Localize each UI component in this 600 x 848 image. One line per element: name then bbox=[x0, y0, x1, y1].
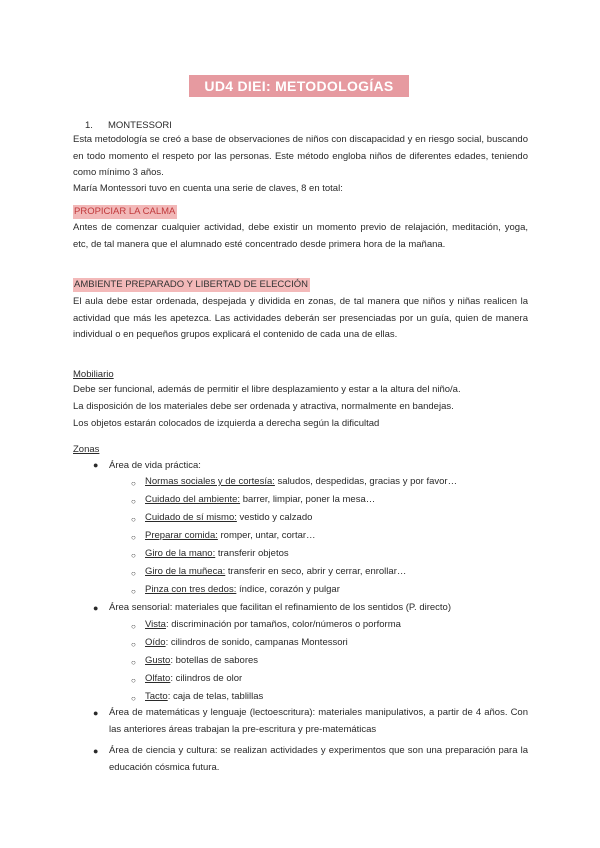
heading-ambiente-preparado: AMBIENTE PREPARADO Y LIBERTAD DE ELECCIÓN bbox=[74, 279, 309, 290]
circle-bullet-icon: ○ bbox=[131, 658, 136, 667]
section-name: MONTESSORI bbox=[108, 120, 172, 131]
item-desc: : botellas de sabores bbox=[170, 655, 259, 666]
circle-bullet-icon: ○ bbox=[131, 515, 136, 524]
item-term: Gusto bbox=[145, 655, 171, 666]
item-desc: transferir objetos bbox=[215, 548, 289, 559]
zona-sensorial: Área sensorial: materiales que facilitan el refinamiento de los sentidos (P. directo) bbox=[109, 602, 451, 613]
heading-zonas: Zonas bbox=[73, 444, 100, 455]
circle-bullet-icon: ○ bbox=[131, 676, 136, 685]
vida-practica-item bbox=[145, 512, 312, 523]
circle-bullet-icon: ○ bbox=[131, 587, 136, 596]
heading-mobiliario: Mobiliario bbox=[73, 369, 114, 380]
bullet-icon: ● bbox=[93, 460, 99, 470]
intro-claves: María Montessori tuvo en cuenta una serie de claves, 8 en total: bbox=[73, 183, 343, 194]
item-desc: : caja de telas, tablillas bbox=[167, 691, 264, 702]
item-term: Preparar comida: bbox=[145, 530, 218, 541]
item-desc: índice, corazón y pulgar bbox=[236, 584, 340, 595]
vida-practica-item bbox=[145, 476, 457, 487]
bullet-icon: ● bbox=[93, 708, 99, 718]
mobiliario-line-1: Debe ser funcional, además de permitir el libre desplazamiento y estar a la altura del niño/a. bbox=[73, 384, 461, 395]
circle-bullet-icon: ○ bbox=[131, 694, 136, 703]
mobiliario-line-2: La disposición de los materiales debe ser ordenada y atractiva, normalmente en bandejas. bbox=[73, 401, 454, 412]
vida-practica-item bbox=[145, 530, 316, 541]
vida-practica-item bbox=[145, 566, 406, 577]
heading-propiciar-calma: PROPICIAR LA CALMA bbox=[74, 206, 176, 217]
intro-paragraph: Esta metodología se creó a base de observaciones de niños con discapacidad y en riesgo social, buscando en todo momento el respeto por las personas. Este método engloba niños de diferentes edades, teniendo como mínimo 3 años. bbox=[73, 134, 528, 178]
calma-paragraph: Antes de comenzar cualquier actividad, debe existir un momento previo de relajación, meditación, yoga, etc, de tal manera que el alumnado esté concentrado desde primera hora de la mañana. bbox=[73, 222, 528, 250]
mobiliario-line-3: Los objetos estarán colocados de izquierda a derecha según la dificultad bbox=[73, 418, 380, 429]
sensorial-item bbox=[145, 673, 242, 684]
item-desc: barrer, limpiar, poner la mesa… bbox=[240, 494, 376, 505]
circle-bullet-icon: ○ bbox=[131, 569, 136, 578]
item-term: Tacto bbox=[145, 691, 168, 702]
item-desc: romper, untar, cortar… bbox=[217, 530, 316, 541]
vida-practica-item bbox=[145, 494, 375, 505]
document-title: UD4 DIEI: METODOLOGÍAS bbox=[189, 75, 409, 97]
section-number: 1. bbox=[85, 120, 93, 131]
item-term: Oído bbox=[145, 637, 166, 648]
zona-matematicas: Área de matemáticas y lenguaje (lectoescritura): materiales manipulativos, a partir de 4 años. Con las anteriores áreas trabajan la pre-escritura y pre-matemáticas bbox=[109, 707, 528, 735]
vida-practica-item bbox=[145, 584, 340, 595]
item-term: Giro de la muñeca: bbox=[145, 566, 226, 577]
item-term: Giro de la mano: bbox=[145, 548, 216, 559]
bullet-icon: ● bbox=[93, 603, 99, 613]
zona-ciencia: Área de ciencia y cultura: se realizan actividades y experimentos que son una preparación para la educación cósmica futura. bbox=[109, 745, 528, 773]
item-desc: : cilindros de sonido, campanas Montessori bbox=[165, 637, 348, 648]
item-desc: saludos, despedidas, gracias y por favor… bbox=[274, 476, 458, 487]
circle-bullet-icon: ○ bbox=[131, 640, 136, 649]
item-term: Normas sociales y de cortesía: bbox=[145, 476, 275, 487]
circle-bullet-icon: ○ bbox=[131, 533, 136, 542]
zona-vida-practica: Área de vida práctica: bbox=[109, 460, 201, 471]
item-term: Cuidado de sí mismo: bbox=[145, 512, 237, 523]
bullet-icon: ● bbox=[93, 746, 99, 756]
circle-bullet-icon: ○ bbox=[131, 479, 136, 488]
item-term: Cuidado del ambiente: bbox=[145, 494, 241, 505]
sensorial-item bbox=[145, 691, 263, 702]
item-term: Pinza con tres dedos: bbox=[145, 584, 237, 595]
circle-bullet-icon: ○ bbox=[131, 497, 136, 506]
sensorial-item bbox=[145, 655, 258, 666]
item-term: Olfato bbox=[145, 673, 171, 684]
item-term: Vista bbox=[145, 619, 166, 630]
item-desc: : discriminación por tamaños, color/números o porforma bbox=[165, 619, 401, 630]
vida-practica-item bbox=[145, 548, 289, 559]
sensorial-item bbox=[145, 637, 348, 648]
ambiente-paragraph: El aula debe estar ordenada, despejada y dividida en zonas, de tal manera que niños y niñas realicen la actividad que más les apetezca. Las actividades deberán ser presenciadas por un guía, quien de manera individual o en pequeños grupos explicará el contenido de cada una de ellas. bbox=[73, 296, 528, 340]
item-desc: transferir en seco, abrir y cerrar, enrollar… bbox=[225, 566, 407, 577]
item-desc: : cilindros de olor bbox=[170, 673, 243, 684]
item-desc: vestido y calzado bbox=[236, 512, 313, 523]
circle-bullet-icon: ○ bbox=[131, 551, 136, 560]
sensorial-item bbox=[145, 619, 401, 630]
circle-bullet-icon: ○ bbox=[131, 622, 136, 631]
